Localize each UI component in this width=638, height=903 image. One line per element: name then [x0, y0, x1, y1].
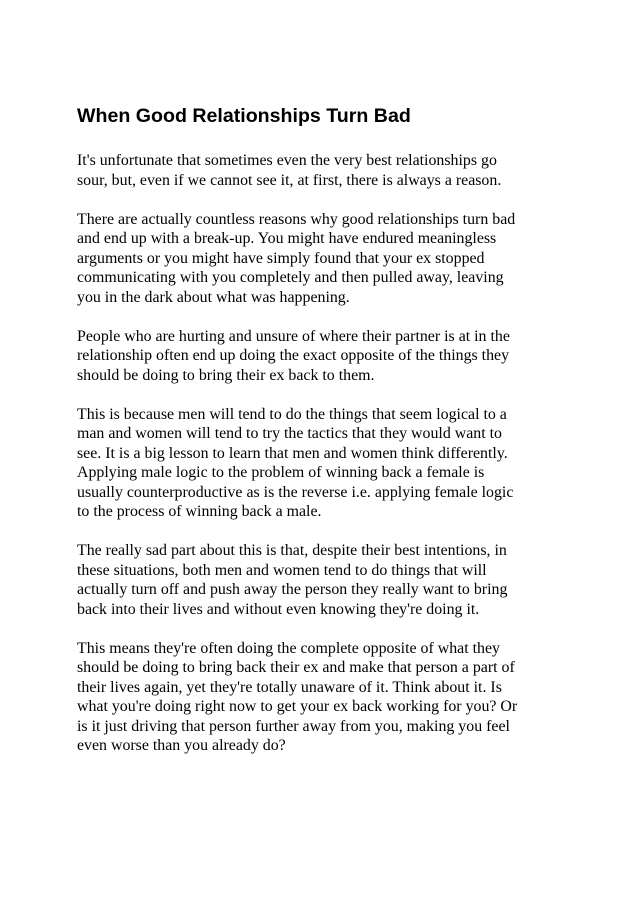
text-line: sour, but, even if we cannot see it, at first, there is always a reason. — [77, 171, 502, 189]
text-line: should be doing to bring back their ex and make that person a part of — [77, 659, 515, 676]
paragraph-4 — [77, 405, 567, 522]
text-line: see. It is a big lesson to learn that men and women think differently. — [77, 444, 508, 462]
paragraph-3 — [77, 327, 567, 386]
text-line: usually counterproductive as is the reverse i.e. applying female logic — [77, 483, 514, 501]
text-line: man and women will tend to try the tactics that they would want to — [77, 425, 502, 442]
paragraph-5 — [77, 541, 567, 619]
text-line: arguments or you might have simply found that your ex stopped — [77, 249, 485, 267]
paragraph-2 — [77, 210, 567, 308]
text-line: It's unfortunate that sometimes even the very best relationships go — [77, 152, 497, 169]
text-line: Applying male logic to the problem of winning back a female is — [77, 464, 485, 481]
text-line: these situations, both men and women tend to do things that will — [77, 561, 487, 579]
text-line: what you're doing right now to get your ex back working for you? Or — [77, 698, 518, 715]
text-line: you in the dark about what was happening. — [77, 288, 350, 306]
text-line: This is because men will tend to do the things that seem logical to a — [77, 405, 507, 423]
text-line: There are actually countless reasons why good relationships turn bad — [77, 210, 516, 228]
paragraph-1 — [77, 151, 567, 190]
text-line: even worse than you already do? — [77, 737, 286, 754]
text-line: back into their lives and without even knowing they're doing it. — [77, 600, 480, 618]
document-title: When Good Relationships Turn Bad — [77, 105, 411, 127]
text-line: to the process of winning back a male. — [77, 503, 322, 520]
text-line: This means they're often doing the complete opposite of what they — [77, 639, 500, 657]
text-line: and end up with a break-up. You might have endured meaningless — [77, 230, 497, 247]
text-line: should be doing to bring their ex back to them. — [77, 366, 375, 384]
text-line: The really sad part about this is that, despite their best intentions, in — [77, 542, 507, 559]
text-line: People who are hurting and unsure of where their partner is at in the — [77, 327, 510, 345]
text-line: their lives again, yet they're totally unaware of it. Think about it. Is — [77, 678, 502, 696]
document-page — [77, 104, 567, 775]
text-line: relationship often end up doing the exact opposite of the things they — [77, 347, 510, 364]
text-line: is it just driving that person further away from you, making you feel — [77, 717, 510, 735]
paragraph-6 — [77, 639, 567, 756]
text-line: communicating with you completely and then pulled away, leaving — [77, 269, 504, 286]
text-line: actually turn off and push away the person they really want to bring — [77, 581, 508, 598]
